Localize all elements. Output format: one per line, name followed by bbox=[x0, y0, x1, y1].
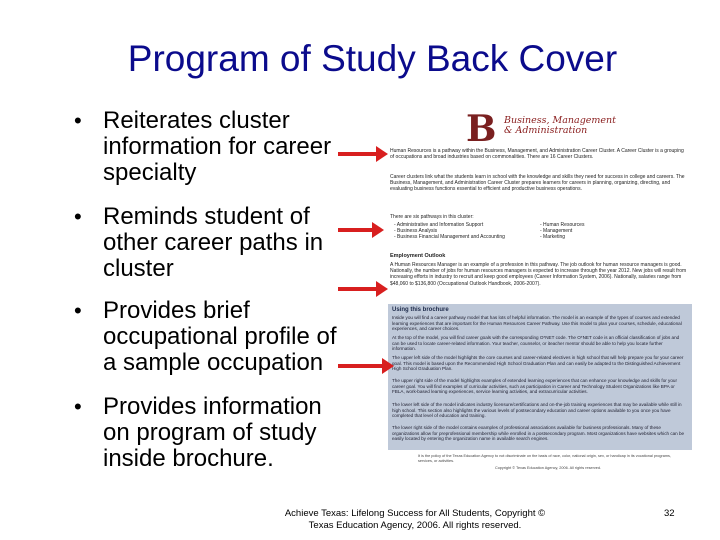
bullet-line: cluster bbox=[103, 255, 174, 282]
pathways-column bbox=[394, 222, 505, 241]
slide-title: Program of Study Back Cover bbox=[127, 38, 618, 79]
doc-usage-panel bbox=[388, 304, 692, 450]
slide-footer bbox=[240, 508, 590, 532]
bullet-line: a sample occupation bbox=[103, 349, 324, 376]
bullet-line: inside brochure. bbox=[103, 445, 274, 472]
bullet-line: occupational profile of bbox=[103, 323, 337, 350]
pathway-item: - Administrative and Information Support bbox=[394, 222, 484, 228]
pointer-arrow-icon bbox=[338, 228, 374, 232]
doc-footnote: It is the policy of the Texas Education Agency to not discriminate on the basis of race, color, national origin, sex, or handicap in its vocational programs, services, or activities. bbox=[418, 454, 671, 463]
pathway-item: - Management bbox=[540, 228, 573, 235]
footer-line: Achieve Texas: Lifelong Success for All Students, Copyright © bbox=[284, 508, 546, 519]
cluster-logo-icon: B bbox=[466, 108, 497, 150]
footer-line: Texas Education Agency, 2006. All rights reserved. bbox=[308, 520, 522, 531]
bullet-line: specialty bbox=[103, 159, 197, 186]
logo-line: & Administration bbox=[504, 125, 588, 136]
doc-copyright: Copyright © Texas Education Agency, 2006. All rights reserved. bbox=[494, 466, 602, 470]
doc-paragraph-cluster: Human Resources is a pathway within the Business, Management, and Administration Career Cluster. A Career Cluster is a grouping of occupations and broad industries based on commonalities. There are 16 Career Clusters. bbox=[390, 148, 684, 161]
pointer-arrow-icon bbox=[338, 287, 378, 291]
panel-paragraph: Inside you will find a career pathway model that has lots of helpful information. The model is an example of the types of courses and extended learning experiences that are important for the Human Resources Career Pathway. Use this model to plan your courses, schedule, educational experiences, and career choices. bbox=[392, 315, 682, 332]
logo-line: Business, Management bbox=[504, 115, 616, 126]
bullet-icon: • bbox=[74, 204, 82, 229]
panel-paragraph: The lower right side of the model contains examples of professional associations available for business professionals. Many of these organizations allow for preprofessional membership while enrolled in a postsecondary program. Most organizations have websites which can be easily located by entering the organization name in available search engines. bbox=[392, 425, 685, 442]
bullet-item bbox=[74, 108, 331, 186]
bullet-item bbox=[74, 394, 322, 472]
pathway-item: - Business Analysis bbox=[394, 228, 438, 235]
bullet-line: Provides information bbox=[103, 393, 322, 420]
pathways-column bbox=[540, 222, 584, 241]
pathway-item: - Business Financial Management and Accounting bbox=[394, 234, 505, 241]
cluster-logo-text bbox=[504, 116, 616, 136]
bullet-line: Provides brief bbox=[103, 297, 250, 324]
doc-pathways-intro: There are six pathways in this cluster: bbox=[390, 214, 474, 220]
bullet-item bbox=[74, 204, 323, 282]
doc-paragraph-career: Career clusters link what the students learn in school with the knowledge and skills they need for success in college and careers. The Business, Management, and Administration Career Cluster prepares learners for careers in planning, organizing, directing, and evaluating business functions essential to efficient and productive business operations. bbox=[390, 174, 685, 193]
doc-employment-text: A Human Resources Manager is an example of a profession in this pathway. The job outlook for human resource managers is good. Nationally, the number of jobs for human resources managers is expected to increase through the year 2012. New jobs will result from increasing efforts in industry to recruit and keep good employees (Career Information System, 2006). Nationally, salaries range from $48,060 to $136,800 (Occupational Outlook Handbook, 2006-2007). bbox=[390, 262, 687, 287]
brochure-back-cover-image bbox=[388, 108, 692, 480]
pointer-arrow-icon bbox=[338, 364, 384, 368]
bullet-icon: • bbox=[74, 298, 82, 323]
panel-paragraph: At the top of the model, you will find career goals with the corresponding O*NET code. The O*NET code is an official classification of jobs and can be used to locate career-related information. Your teacher, counselor, or iteacher mentor should be able to help you locate further information. bbox=[392, 335, 680, 352]
bullet-item bbox=[74, 298, 336, 376]
panel-paragraph: The lower left side of the model indicates industry licensure/certifications and on-the-job training experiences that may be available while still in high school. This section also highlights the various levels of postsecondary education and career options available to you once you have completed that level of education and training. bbox=[392, 402, 682, 419]
bullet-line: information for career bbox=[103, 133, 332, 160]
pathway-item: - Human Resources bbox=[540, 222, 585, 228]
panel-heading: Using this brochure bbox=[392, 307, 449, 313]
bullet-line: other career paths in bbox=[103, 229, 324, 256]
pointer-arrow-icon bbox=[338, 152, 378, 156]
bullet-icon: • bbox=[74, 394, 82, 419]
bullet-line: Reiterates cluster bbox=[103, 107, 290, 134]
bullet-line: Reminds student of bbox=[103, 203, 310, 230]
pathway-item: - Marketing bbox=[540, 234, 566, 241]
bullet-line: on program of study bbox=[103, 419, 317, 446]
doc-employment-heading: Employment Outlook bbox=[390, 253, 446, 259]
page-number: 32 bbox=[664, 508, 675, 519]
bullet-icon: • bbox=[74, 108, 82, 133]
panel-paragraph: The upper left side of the model highlights the core courses and career-related electives in high school that will help prepare you for your career goal. This model is based upon the Recommended High School Graduation Plan and can easily be adapted to the Distinguished Achievement High School Graduation Plan. bbox=[392, 355, 684, 372]
panel-paragraph: The upper right side of the model highlights examples of extended learning experiences that can enhance your knowledge and skills for your career goal. You will find examples of curricular activities, such as participation in Career and Technology Student Organizations like BPA or FBLA, work-based learning experiences, service learning activities, and extracurricular activities. bbox=[392, 378, 677, 395]
